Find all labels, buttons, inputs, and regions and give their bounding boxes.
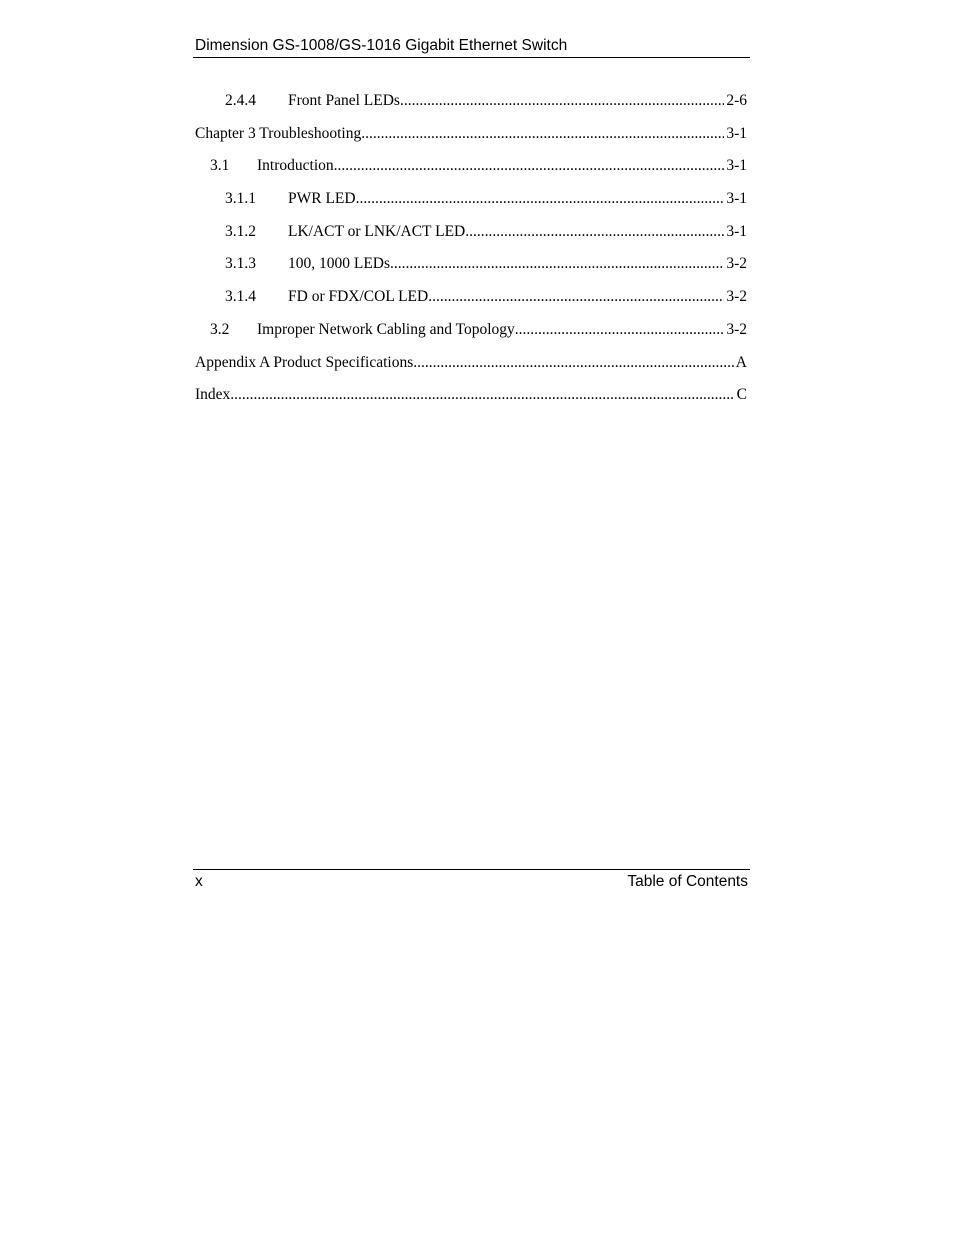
toc-entry-title: Chapter 3 Troubleshooting <box>195 124 362 142</box>
page-header <box>193 36 750 58</box>
toc-entry[interactable] <box>195 249 747 282</box>
toc-entry-number: 3.1.3 <box>225 255 256 273</box>
toc-entry-page: 3-2 <box>726 255 747 273</box>
toc-entry[interactable] <box>195 282 747 315</box>
toc-entry-number: 2.4.4 <box>225 92 256 109</box>
toc-dot-leader <box>230 380 734 410</box>
header-title: Dimension GS-1008/GS-1016 Gigabit Ethernet Switch <box>195 37 568 54</box>
toc-entry[interactable] <box>195 184 747 217</box>
toc-dot-leader <box>413 348 734 378</box>
toc-entry-page: 3-1 <box>726 124 747 142</box>
toc-entry-page: C <box>736 386 747 404</box>
toc-dot-leader <box>515 315 725 345</box>
toc-entry[interactable] <box>195 315 747 348</box>
toc-entry-title: Front Panel LEDs <box>288 92 400 109</box>
toc-dot-leader <box>400 86 724 116</box>
toc-entry[interactable] <box>195 380 747 413</box>
toc-entry-number: 3.2 <box>210 320 230 338</box>
toc-entry-title: PWR LED <box>288 190 356 208</box>
toc-dot-leader <box>465 217 724 247</box>
toc-entry-number: 3.1 <box>210 157 230 175</box>
toc-dot-leader <box>428 282 724 312</box>
toc-entry-title: FD or FDX/COL LED <box>288 288 429 306</box>
toc-entry-page: A <box>735 353 747 371</box>
toc-entry-number: 3.1.4 <box>225 288 256 306</box>
page-footer <box>193 869 750 892</box>
toc-entry[interactable] <box>195 86 747 119</box>
toc-entry-number: 3.1.1 <box>225 190 256 208</box>
toc-entry-title: 100, 1000 LEDs <box>288 255 391 273</box>
toc-entry-title: Improper Network Cabling and Topology <box>257 320 515 338</box>
toc-dot-leader <box>334 151 725 181</box>
footer-page-number: x <box>195 873 203 890</box>
toc-dot-leader <box>390 249 724 279</box>
toc-entry-page: 3-2 <box>726 288 747 306</box>
toc-entry[interactable] <box>195 348 747 381</box>
footer-section-title: Table of Contents <box>627 873 748 890</box>
toc-entry-page: 3-1 <box>726 157 747 175</box>
toc-entry-title: LK/ACT or LNK/ACT LED <box>288 222 466 240</box>
toc-dot-leader <box>356 184 725 214</box>
toc-entry[interactable] <box>195 119 747 152</box>
toc-dot-leader <box>361 119 724 149</box>
toc-entry[interactable] <box>195 217 747 250</box>
table-of-contents <box>195 86 747 413</box>
toc-entry-page: 2-6 <box>726 92 747 109</box>
toc-entry-title: Index <box>195 386 231 404</box>
toc-entry-page: 3-1 <box>726 222 747 240</box>
toc-entry[interactable] <box>195 151 747 184</box>
toc-entry-page: 3-1 <box>726 190 747 208</box>
toc-entry-title: Introduction <box>257 157 334 175</box>
toc-entry-number: 3.1.2 <box>225 222 256 240</box>
toc-entry-page: 3-2 <box>726 320 747 338</box>
toc-entry-title: Appendix A Product Specifications <box>195 353 414 371</box>
